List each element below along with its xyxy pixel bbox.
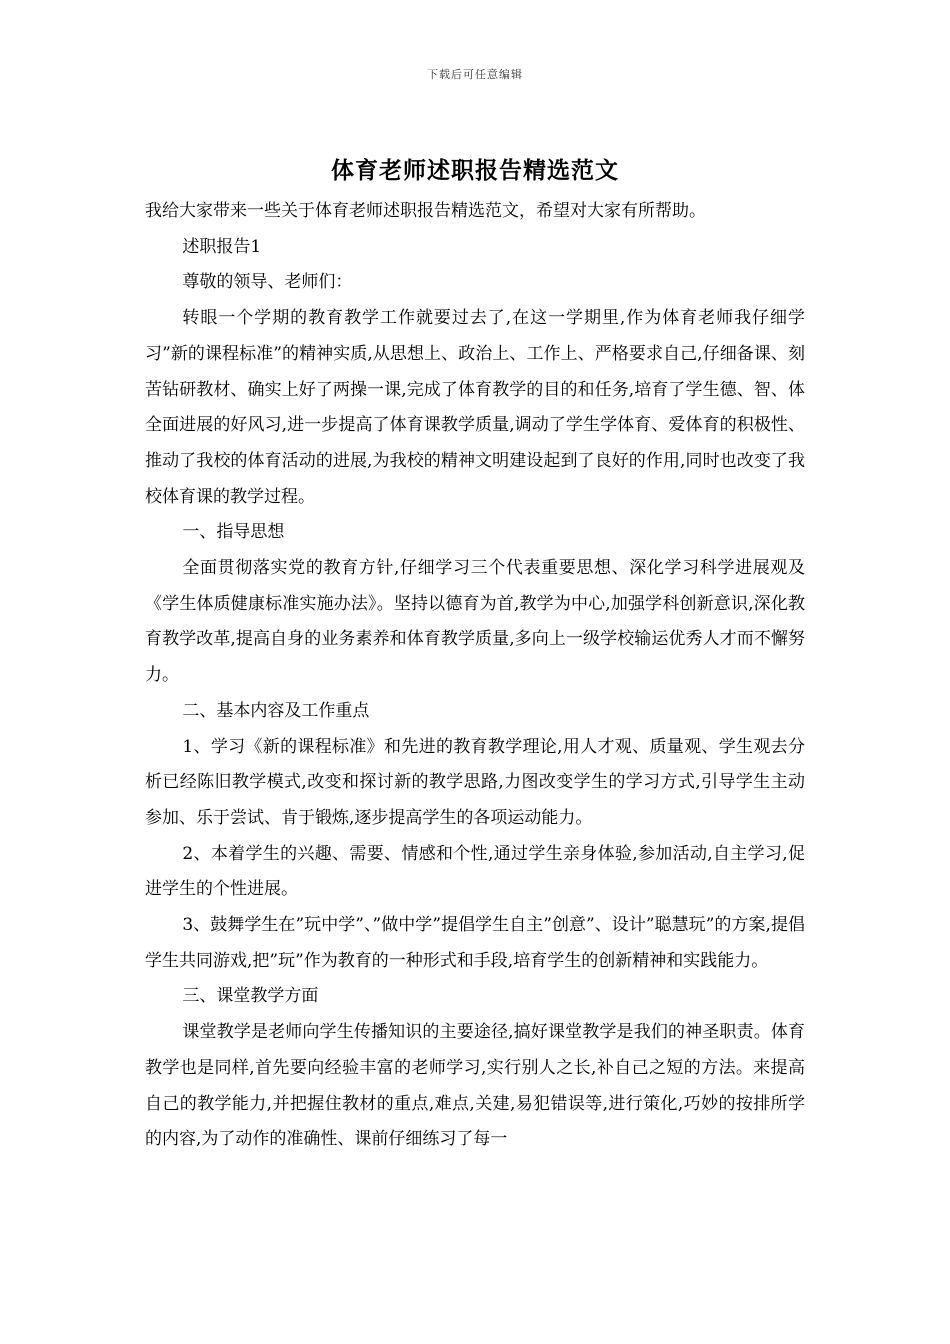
body-paragraph: 2、本着学生的兴趣、需要、情感和个性,通过学生亲身体验,参加活动,自主学习,促进学生的个性进展。	[145, 843, 805, 900]
salutation: 尊敬的领导、老师们：	[182, 272, 353, 293]
body-paragraph: 全面贯彻落实党的教育方针,仔细学习三个代表重要思想、深化学习科学进展观及《学生体质健康标准实施办法》。坚持以德育为首,教学为中心,加强学科创新意识,深化教育教学改革,提高自身的业务素养和体育教学质量,多向上一级学校输运优秀人才而不懈努力。	[145, 558, 805, 686]
section-heading: 三、课堂教学方面	[182, 986, 319, 1007]
body-paragraph: 1、学习《新的课程标准》和先进的教育教学理论,用人才观、质量观、学生观去分析已经陈旧教学模式,改变和探讨新的教学思路,力图改变学生的学习方式,引导学生主动参加、乐于尝试、肯于锻炼,逐步提高学生的各项运动能力。	[145, 736, 805, 828]
body-paragraph: 3、鼓舞学生在”玩中学”、”做中学”提倡学生自主”创意”、设计”聪慧玩”的方案,提倡学生共同游戏,把”玩”作为教育的一种形式和手段,培育学生的创新精神和实践能力。	[145, 915, 805, 971]
intro-paragraph: 我给大家带来一些关于体育老师述职报告精选范文，希望对大家有所帮助。	[145, 201, 706, 221]
section-label: 述职报告1	[182, 236, 262, 257]
body-paragraph: 转眼一个学期的教育教学工作就要过去了,在这一学期里,作为体育老师我仔细学习”新的课程标准”的精神实质,从思想上、政治上、工作上、严格要求自己,仔细备课、刻苦钻研教材、确实上好了两操一课,完成了体育教学的目的和任务,培育了学生德、智、体全面进展的好风习,进一步提高了体育课教学质量,调动了学生学体育、爱体育的积极性、推动了我校的体育活动的进展,为我校的精神文明建设起到了良好的作用,同时也改变了我校体育课的教学过程。	[145, 308, 805, 507]
page-header: 下载后可任意编辑	[427, 68, 523, 81]
section-heading: 二、基本内容及工作重点	[182, 700, 370, 721]
document-body	[145, 194, 805, 1158]
document-title: 体育老师述职报告精选范文	[331, 157, 619, 184]
body-paragraph: 课堂教学是老师向学生传播知识的主要途径,搞好课堂教学是我们的神圣职责。体育教学也是同样,首先要向经验丰富的老师学习,实行别人之长,补自己之短的方法。来提高自己的教学能力,并把握住教材的重点,难点,关建,易犯错误等,进行策化,巧妙的按排所学的内容,为了动作的准确性、课前仔细练习了每一	[145, 1022, 805, 1150]
section-heading: 一、指导思想	[182, 522, 285, 543]
